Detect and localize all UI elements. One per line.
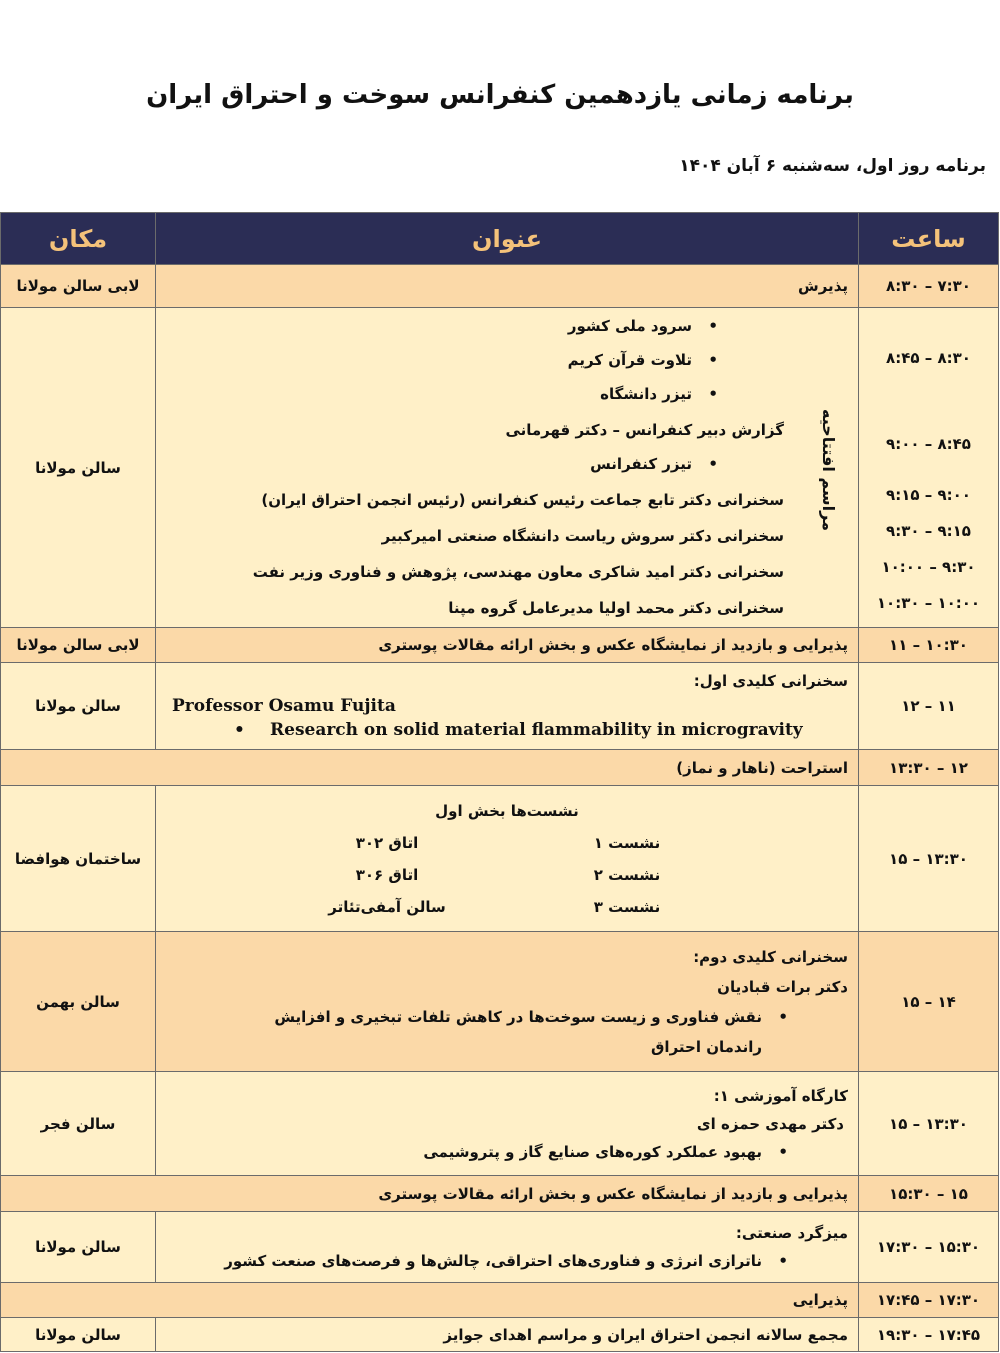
row-title-text: پذیرایی <box>792 1291 848 1309</box>
list-item: • سرود ملی کشور <box>568 317 692 335</box>
row-title-text: مجمع سالانه انجمن احتراق ایران و مراسم اهدای جوایز <box>443 1325 848 1344</box>
keynote-heading: سخنرانی کلیدی دوم: <box>693 947 848 966</box>
row-title <box>156 1318 859 1352</box>
table-row <box>1 786 999 932</box>
table-row <box>1 750 999 786</box>
keynote-speaker: Professor Osamu Fujita <box>172 696 396 716</box>
time-slot: ۸:۳۰ – ۸:۴۵ <box>886 348 971 367</box>
header-time: ساعت <box>859 213 999 265</box>
list-item: گزارش دبیر کنفرانس – دکتر قهرمانی <box>505 420 784 439</box>
workshop-heading: کارگاه آموزشی ۱: <box>713 1086 848 1105</box>
table-row <box>1 1283 999 1318</box>
table-row <box>1 1176 999 1212</box>
row-time: ۱۷:۳۰ – ۱۷:۴۵ <box>859 1283 999 1318</box>
session-name: نشست ۲ <box>593 865 661 884</box>
workshop-topic: • بهبود عملکرد کوره‌های صنایع گاز و پتروشیمی <box>166 1143 762 1161</box>
row-title <box>156 308 859 628</box>
list-item: سخنرانی دکتر محمد اولیا مدیرعامل گروه مپنا <box>448 598 784 617</box>
row-title-text: پذیرش <box>798 277 848 295</box>
time-slot: ۹:۰۰ – ۹:۱۵ <box>886 485 971 504</box>
row-title <box>156 1072 859 1176</box>
table-row <box>1 663 999 750</box>
time-slot: ۱۰:۰۰ – ۱۰:۳۰ <box>876 593 981 612</box>
session-room: سالن آمفی‌تئاتر <box>328 897 446 916</box>
header-title: عنوان <box>156 213 859 265</box>
row-title <box>156 932 859 1072</box>
row-place: لابی سالن مولانا <box>1 628 156 663</box>
list-item: سخنرانی دکتر امید شاکری معاون مهندسی، پژوهش و فناوری وزیر نفت <box>252 562 784 581</box>
session-room: اتاق ۳۰۲ <box>355 833 419 852</box>
session-name: نشست ۱ <box>593 833 661 852</box>
keynote-speaker: دکتر برات قبادیان <box>717 977 848 996</box>
table-row <box>1 1072 999 1176</box>
list-item: • تلاوت قرآن کریم <box>568 351 692 369</box>
row-title <box>156 1212 859 1283</box>
row-title <box>1 1176 859 1212</box>
table-row <box>1 1212 999 1283</box>
keynote-topic <box>166 720 848 740</box>
opening-ceremony-label: مراسم افتتاحیه <box>819 408 838 531</box>
row-place: ساختمان هوافضا <box>1 786 156 932</box>
row-title <box>1 1283 859 1318</box>
row-place: سالن فجر <box>1 1072 156 1176</box>
keynote-topic-text: Research on solid material flammability in microgravity <box>270 720 803 740</box>
schedule-table <box>0 212 999 1352</box>
row-time: ۱۷:۴۵ – ۱۹:۳۰ <box>859 1318 999 1352</box>
row-time: ۱۱ – ۱۲ <box>859 663 999 750</box>
keynote-heading: سخنرانی کلیدی اول: <box>693 672 848 690</box>
row-time: ۷:۳۰ – ۸:۳۰ <box>859 265 999 308</box>
row-title <box>1 750 859 786</box>
panel-heading: میزگرد صنعتی: <box>735 1224 848 1242</box>
row-time <box>859 308 999 628</box>
panel-topic: • ناترازی انرژی و فناوری‌های احتراقی، چالش‌ها و فرصت‌های صنعت کشور <box>166 1252 762 1270</box>
header-row <box>1 213 999 265</box>
row-time: ۱۳:۳۰ – ۱۵ <box>859 1072 999 1176</box>
row-time: ۱۰:۳۰ – ۱۱ <box>859 628 999 663</box>
row-place: سالن مولانا <box>1 308 156 628</box>
row-time: ۱۳:۳۰ – ۱۵ <box>859 786 999 932</box>
time-slot: ۹:۱۵ – ۹:۳۰ <box>886 521 971 540</box>
session-room: اتاق ۳۰۶ <box>355 865 419 884</box>
time-slot: ۸:۴۵ – ۹:۰۰ <box>886 434 971 453</box>
row-title <box>156 265 859 308</box>
table-row-opening <box>1 308 999 628</box>
row-title-text: استراحت (ناهار و نماز) <box>676 758 848 777</box>
row-place: سالن بهمن <box>1 932 156 1072</box>
list-item: • تیزر دانشگاه <box>600 385 692 403</box>
header-place: مکان <box>1 213 156 265</box>
row-time: ۱۵ – ۱۵:۳۰ <box>859 1176 999 1212</box>
list-item: سخنرانی دکتر تابع جماعت رئیس کنفرانس (رئیس انجمن احتراق ایران) <box>261 490 784 509</box>
row-title-text: پذیرایی و بازدید از نمایشگاه عکس و بخش ارائه مقالات پوستری <box>378 1184 848 1203</box>
row-title <box>156 628 859 663</box>
table-row <box>1 265 999 308</box>
row-time: ۱۴ – ۱۵ <box>859 932 999 1072</box>
row-time: ۱۲ – ۱۳:۳۰ <box>859 750 999 786</box>
row-time: ۱۵:۳۰ – ۱۷:۳۰ <box>859 1212 999 1283</box>
session-name: نشست ۳ <box>593 897 661 916</box>
keynote-topic-cont: راندمان احتراق <box>651 1037 762 1056</box>
table-row <box>1 628 999 663</box>
workshop-speaker: دکتر مهدی حمزه ای <box>696 1114 844 1133</box>
row-place: لابی سالن مولانا <box>1 265 156 308</box>
row-place: سالن مولانا <box>1 663 156 750</box>
page-title: برنامه زمانی یازدهمین کنفرانس سوخت و احتراق ایران <box>146 80 854 110</box>
keynote-topic: • نقش فناوری و زیست سوخت‌ها در کاهش تلفات تبخیری و افزایش <box>166 1008 762 1026</box>
row-place: سالن مولانا <box>1 1212 156 1283</box>
bullet-icon: • <box>234 720 245 740</box>
table-row <box>1 1318 999 1352</box>
sessions-grid <box>267 834 747 916</box>
day-subtitle: برنامه روز اول، سه‌شنبه ۶ آبان ۱۴۰۴ <box>679 156 986 176</box>
time-slot: ۹:۳۰ – ۱۰:۰۰ <box>881 557 976 576</box>
list-item: سخنرانی دکتر سروش ریاست دانشگاه صنعتی امیرکبیر <box>381 526 784 545</box>
row-title <box>156 786 859 932</box>
list-item: • تیزر کنفرانس <box>590 455 692 473</box>
table-row <box>1 932 999 1072</box>
row-title-text: پذیرایی و بازدید از نمایشگاه عکس و بخش ارائه مقالات پوستری <box>378 636 848 654</box>
row-title <box>156 663 859 750</box>
sessions-heading: نشست‌ها بخش اول <box>435 801 579 820</box>
row-place: سالن مولانا <box>1 1318 156 1352</box>
